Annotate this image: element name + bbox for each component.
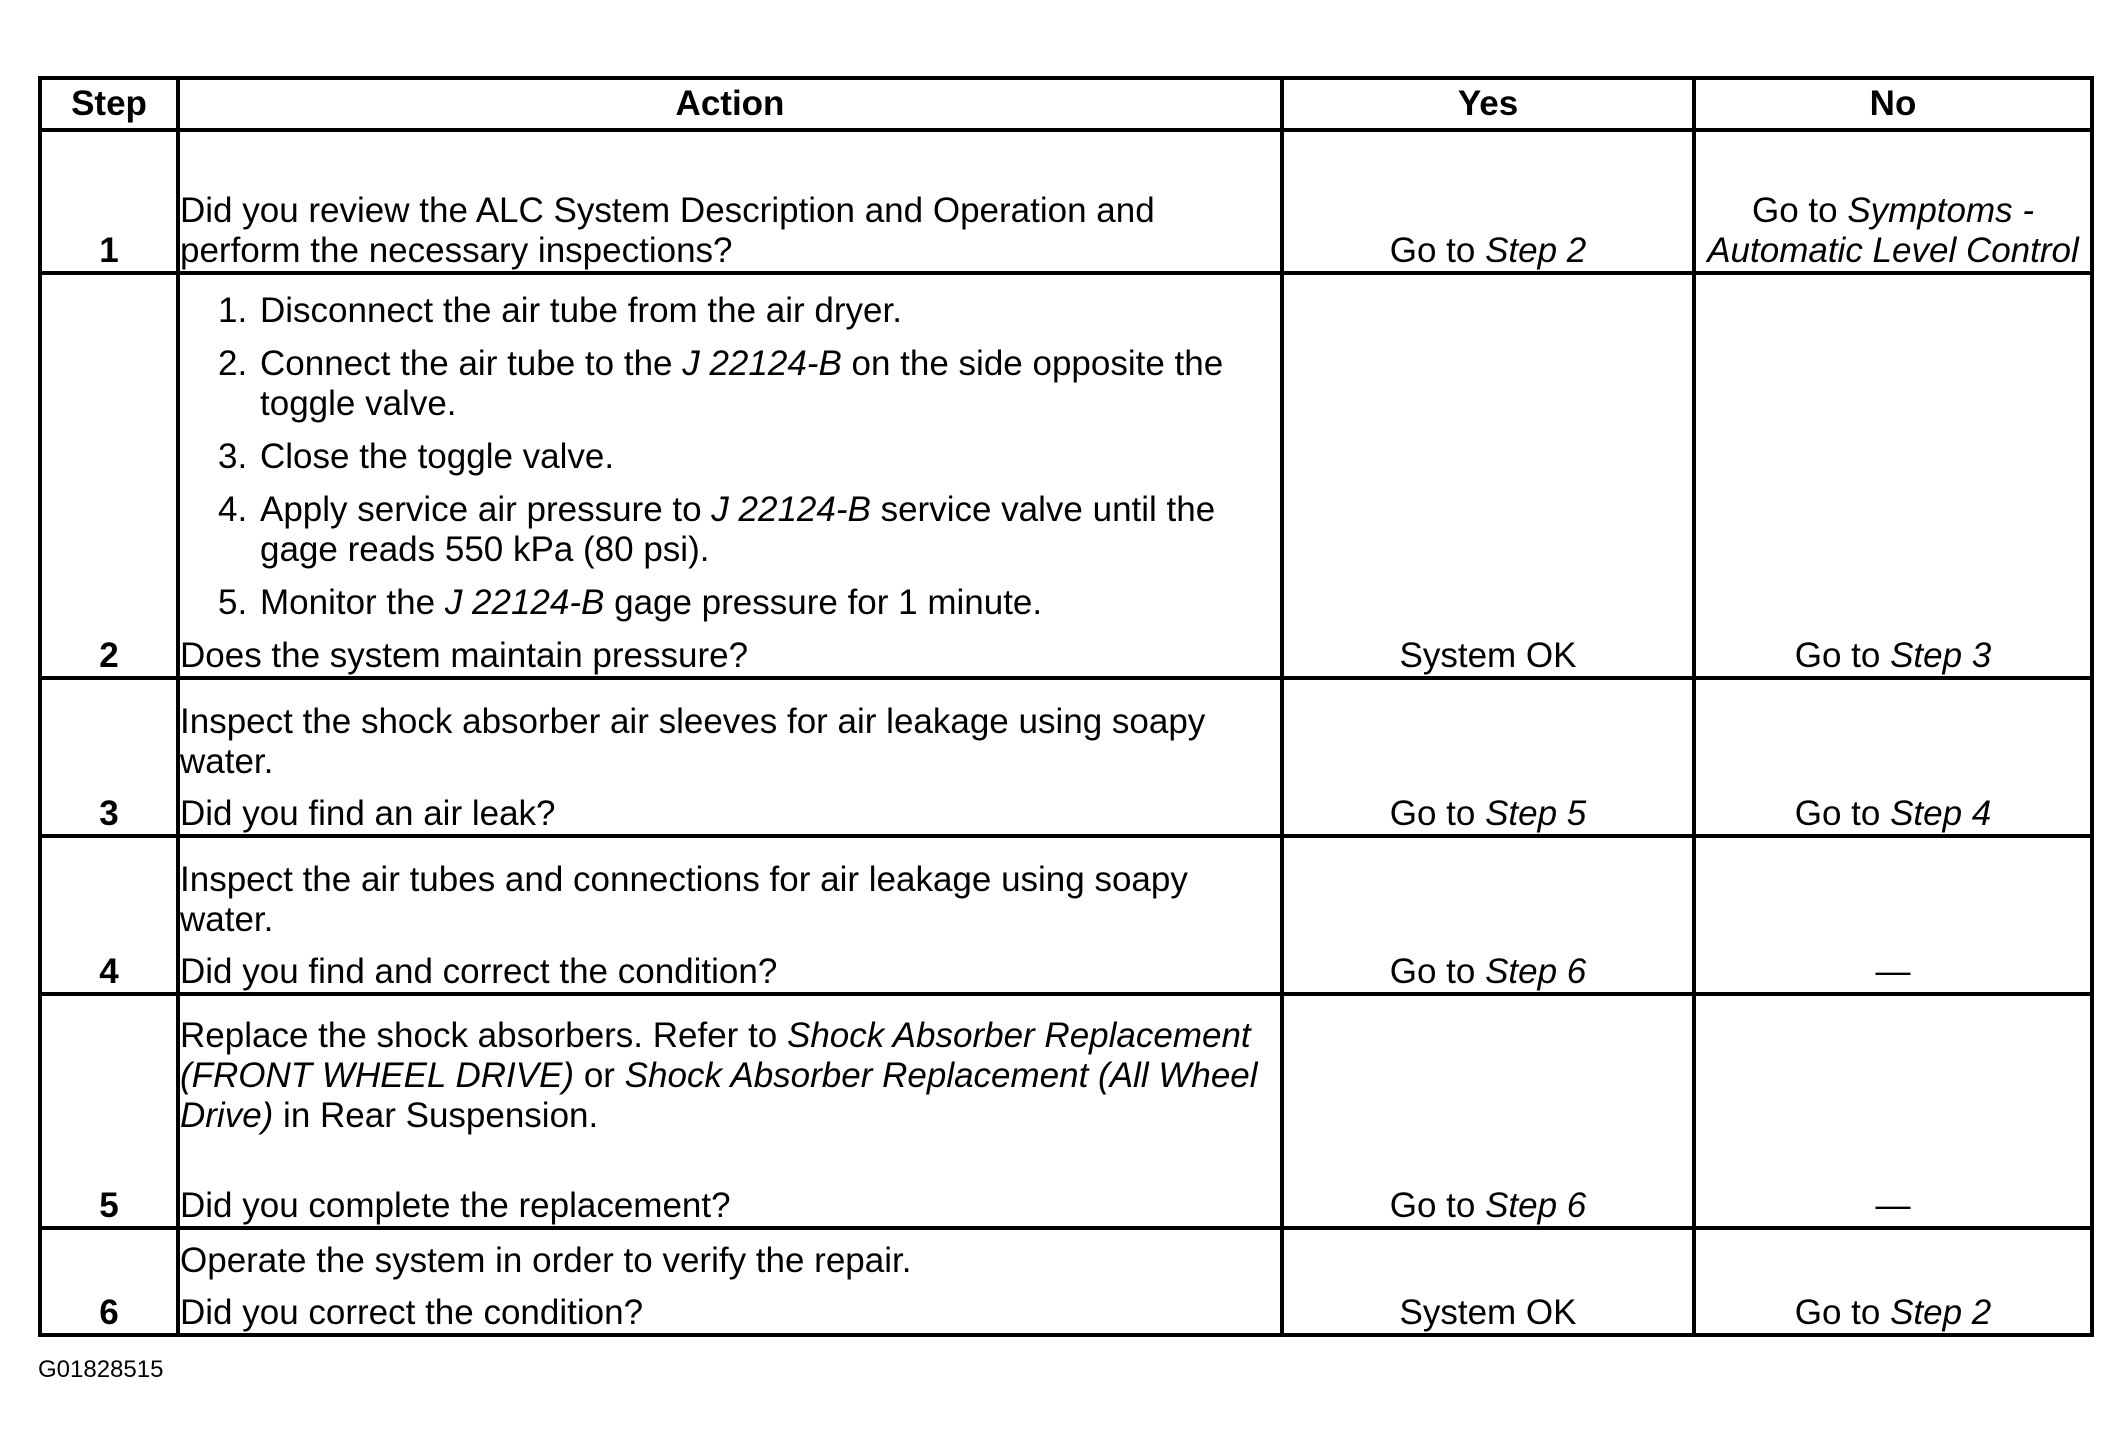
no-prefix: Go to	[1794, 636, 1891, 675]
substep-item	[218, 344, 1280, 424]
yes-cell	[1282, 836, 1694, 994]
tool-reference: J 22124-B	[682, 344, 842, 383]
substep-text: service valve until the gage reads 550 kPa (80 psi).	[260, 490, 1216, 569]
action-text: Inspect the air tubes and connections for air leakage using soapy water.	[180, 860, 1188, 939]
substep-item	[218, 291, 1280, 331]
question-text: Did you complete the replacement?	[180, 1186, 731, 1225]
no-step-link[interactable]: Step 3	[1890, 636, 1992, 675]
substep-text: Close the toggle valve.	[260, 437, 615, 476]
question-text: Did you correct the condition?	[180, 1293, 644, 1332]
substep-text: Monitor the	[260, 583, 445, 622]
table-row	[40, 130, 2092, 273]
action-text-part: in Rear Suspension.	[273, 1096, 599, 1135]
step-number: 1	[40, 130, 178, 273]
table-row	[40, 836, 2092, 994]
tool-reference: J 22124-B	[711, 490, 871, 529]
action-text: Operate the system in order to verify the repair.	[180, 1241, 912, 1280]
yes-step-link[interactable]: Step 6	[1485, 952, 1587, 991]
action-cell	[178, 678, 1282, 836]
no-cell	[1694, 678, 2092, 836]
action-text	[180, 1016, 1280, 1136]
yes-step-link[interactable]: Step 6	[1485, 1186, 1587, 1225]
action-cell	[178, 130, 1282, 273]
step-number: 6	[40, 1228, 178, 1335]
no-prefix: Go to	[1794, 794, 1891, 833]
yes-step-link[interactable]: Step 2	[1485, 231, 1587, 270]
action-text-part: or	[574, 1056, 625, 1095]
header-yes: Yes	[1282, 78, 1694, 130]
procedure-reference-front[interactable]: Shock Absorber Replacement (FRONT WHEEL DRIVE)	[180, 1016, 1251, 1095]
tool-reference: J 22124-B	[444, 583, 605, 622]
substep-number: 2.	[218, 344, 248, 383]
action-cell	[178, 273, 1282, 678]
table-row	[40, 1228, 2092, 1335]
substep-number: 4.	[218, 490, 248, 529]
substep-number: 3.	[218, 437, 248, 476]
no-step-link[interactable]: Step 4	[1890, 794, 1992, 833]
no-prefix: Go to	[1751, 191, 1848, 230]
yes-cell: System OK	[1282, 1228, 1694, 1335]
yes-prefix: Go to	[1389, 952, 1486, 991]
table-row	[40, 994, 2092, 1228]
substep-text: Connect the air tube to the	[260, 344, 683, 383]
table-row	[40, 678, 2092, 836]
substep-item	[218, 490, 1280, 570]
question-text: Does the system maintain pressure?	[180, 636, 749, 675]
table-row	[40, 273, 2092, 678]
substep-item	[218, 437, 1280, 477]
figure-id: G01828515	[38, 1356, 164, 1383]
step-number: 5	[40, 994, 178, 1228]
substep-text: Disconnect the air tube from the air dryer.	[260, 291, 902, 330]
no-prefix: Go to	[1794, 1293, 1891, 1332]
yes-prefix: Go to	[1389, 1186, 1486, 1225]
substep-text: Apply service air pressure to	[260, 490, 712, 529]
yes-step-link[interactable]: Step 5	[1485, 794, 1587, 833]
header-no: No	[1694, 78, 2092, 130]
substep-number: 5.	[218, 583, 248, 622]
action-text: Inspect the shock absorber air sleeves for air leakage using soapy water.	[180, 702, 1206, 781]
step-number: 2	[40, 273, 178, 678]
diagnostic-table	[38, 76, 2094, 1337]
step-number: 3	[40, 678, 178, 836]
no-cell	[1694, 273, 2092, 678]
question-text: Did you find and correct the condition?	[180, 952, 778, 991]
header-action: Action	[178, 78, 1282, 130]
step-number: 4	[40, 836, 178, 994]
yes-cell	[1282, 130, 1694, 273]
no-cell	[1694, 1228, 2092, 1335]
no-step-link[interactable]: Step 2	[1890, 1293, 1992, 1332]
question-text: Did you find an air leak?	[180, 794, 556, 833]
substep-text: gage pressure for 1 minute.	[604, 583, 1043, 622]
action-text: Did you review the ALC System Description and Operation and perform the necessary inspections?	[180, 191, 1155, 270]
header-row	[40, 78, 2092, 130]
substep-item	[218, 583, 1280, 623]
no-symptoms-link[interactable]: Symptoms - Automatic Level Control	[1707, 191, 2079, 270]
diagnostic-table-container	[38, 76, 2090, 1337]
yes-prefix: Go to	[1389, 231, 1486, 270]
yes-cell	[1282, 994, 1694, 1228]
yes-cell: System OK	[1282, 273, 1694, 678]
substep-number: 1.	[218, 291, 248, 330]
action-cell	[178, 994, 1282, 1228]
procedure-reference-awd[interactable]: Shock Absorber Replacement (All Wheel Drive)	[180, 1056, 1258, 1135]
no-cell: —	[1694, 836, 2092, 994]
action-cell	[178, 836, 1282, 994]
no-cell: —	[1694, 994, 2092, 1228]
action-text-part: Replace the shock absorbers. Refer to	[180, 1016, 787, 1055]
yes-cell	[1282, 678, 1694, 836]
spacer	[180, 1136, 1280, 1186]
yes-prefix: Go to	[1389, 794, 1486, 833]
no-cell	[1694, 130, 2092, 273]
header-step: Step	[40, 78, 178, 130]
action-cell	[178, 1228, 1282, 1335]
substep-list	[180, 291, 1280, 623]
substep-text: on the side opposite the toggle valve.	[260, 344, 1224, 423]
